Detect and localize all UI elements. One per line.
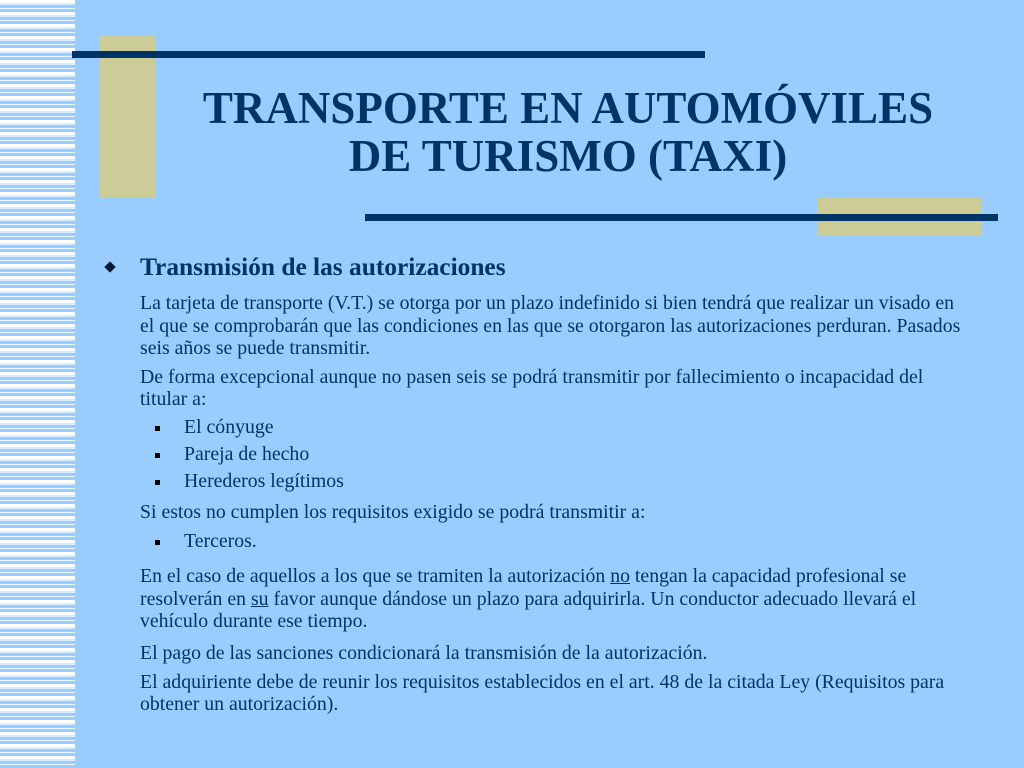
list-item-label: Terceros. [184,530,257,552]
striped-side-band [0,0,75,768]
list-item [155,468,344,495]
square-bullet-icon [155,480,160,485]
paragraph-line [140,565,916,588]
square-bullet-icon [155,453,160,458]
slide-title-line: TRANSPORTE EN AUTOMÓVILES [202,83,934,133]
paragraph-acquirer-requirements [140,671,944,715]
underlined-word: no [610,565,630,587]
bullet-list-others [155,528,257,555]
paragraph-line: De forma excepcional aunque no pasen seis se podrá transmitir por fallecimiento o incapacidad del [140,366,924,388]
paragraph-exceptional-transfer [140,366,923,410]
slide-title-line: DE TURISMO (TAXI) [348,131,788,181]
list-item-label: El cónyuge [184,416,274,438]
text-segment: tengan la capacidad profesional se [629,565,907,587]
paragraph-line: el que se comprobarán que las condiciones en las que se otorgaron las autorizaciones perduran. Pasados [140,314,961,337]
bullet-list-heirs [155,414,344,495]
paragraph-line: titular a: [140,388,207,410]
paragraph-line: vehículo durante ese tiempo. [140,610,368,632]
paragraph-requirements: Si estos no cumplen los requisitos exigido se podrá transmitir a: [140,501,646,523]
list-item-label: Pareja de hecho [184,443,310,465]
diamond-bullet-icon [104,261,115,272]
list-item [155,528,257,555]
paragraph-sanctions: El pago de las sanciones condicionará la transmisión de la autorización. [140,642,708,664]
paragraph-line [140,588,916,611]
slide-title [140,84,996,180]
square-bullet-icon [155,540,160,545]
underlined-word: su [250,587,269,610]
title-rule-bottom [365,214,998,221]
list-item-label: Herederos legítimos [184,470,344,492]
square-bullet-icon [155,426,160,431]
paragraph-transport-card [140,292,960,360]
text-segment: En el caso de aquellos a los que se tramiten la autorización [140,565,611,587]
list-item [155,414,344,441]
title-rule-top [72,51,705,58]
paragraph-line: obtener un autorización). [140,693,339,715]
paragraph-professional-capacity [140,565,916,633]
paragraph-line: La tarjeta de transporte (V.T.) se otorga por un plazo indefinido si bien tendrá que realizar un visado en [140,292,955,314]
text-segment: favor aunque dándose un plazo para adquirirla. Un conductor adecuado llevará el [268,587,917,610]
paragraph-line: seis años se puede transmitir. [140,337,371,359]
list-item [155,441,344,468]
text-segment: resolverán en [140,587,251,610]
paragraph-line: El adquiriente debe de reunir los requisitos establecidos en el art. 48 de la citada Ley (Requisitos para [140,671,945,693]
section-heading: Transmisión de las autorizaciones [140,253,506,281]
